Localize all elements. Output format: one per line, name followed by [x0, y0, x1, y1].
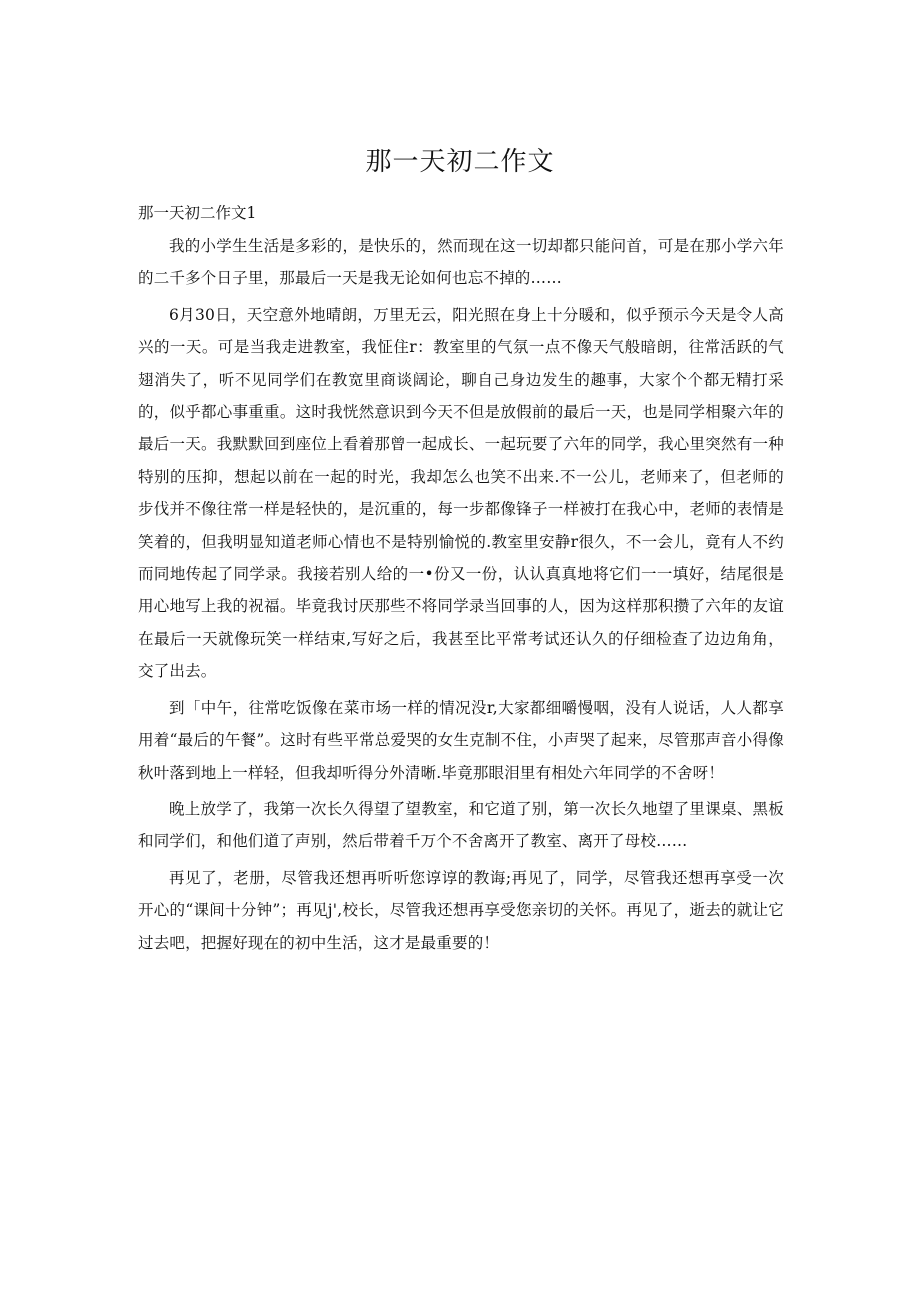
paragraph-5: 再见了，老册，尽管我还想再听听您谆谆的教诲;再见了，同学，尽管我还想再享受一次开心的“课间十分钟”；再见j',校长，尽管我还想再享受您亲切的关怀。再见了，逝去的就让它过去吧，把握好现在的初中生活，这才是最重要的！	[138, 868, 784, 952]
paragraph-4: 晚上放学了，我第一次长久得望了望教室，和它道了别，第一次长久地望了里课桌、黑板和同学们，和他们道了声别，然后带着千万个不舍离开了教室、离开了母校……	[138, 799, 784, 851]
essay-subtitle: 那一天初二作文1	[138, 204, 257, 222]
paragraph-3: 到「中午，往常吃饭像在菜市场一样的情况没r,大家都细嚼慢咽，没有人说话，人人都享用着“最后的午餐”。这时有些平常总爱哭的女生克制不住，小声哭了起来，尽管那声音小得像秋叶落到地上一样轻，但我却听得分外清晰.毕竟那眼泪里有相处六年同学的不舍呀！	[138, 698, 784, 782]
paragraph-2: 6月30日，天空意外地晴朗，万里无云，阳光照在身上十分暖和，似乎预示今天是令人高兴的一天。可是当我走进教室，我怔住r：教室里的气氛一点不像天气般暗朗，往常活跃的气翅消失了，听不见同学们在教宽里商谈阔论，聊自己身边发生的趣事，大家个个都无精打采的，似乎都心事重重。这时我恍然意识到今天不但是放假前的最后一天，也是同学相聚六年的最后一天。我默默回到座位上看着那曾一起成长、一起玩要了六年的同学，我心里突然有一种特别的压抑，想起以前在一起的时光，我却怎么也笑不出来.不一公儿，老师来了，但老师的步伐并不像往常一样是轻快的，是沉重的，每一步都像锋子一样被打在我心中，老师的表情是笑着的，但我明显知道老师心情也不是特别愉悦的.教室里安静r很久，不一会儿，竟有人不约而同地传起了同学录。我接若别人给的一•份又一份，认认真真地将它们一一填好，结尾很是用心地写上我的祝福。毕竟我讨厌那些不将同学录当回事的人，因为这样那积攒了六年的友谊在最后一天就像玩笑一样结束,写好之后，我甚至比平常考试还认久的仔细检查了边边角角，交了出去。	[138, 305, 784, 681]
paragraph-1: 我的小学生生活是多彩的，是快乐的，然而现在这一切却都只能问首，可是在那小学六年的二千多个日子里，那最后一天是我无论如何也忘不掉的……	[138, 237, 784, 288]
document-title: 那一天初二作文	[365, 147, 555, 177]
essay-body	[138, 230, 784, 963]
